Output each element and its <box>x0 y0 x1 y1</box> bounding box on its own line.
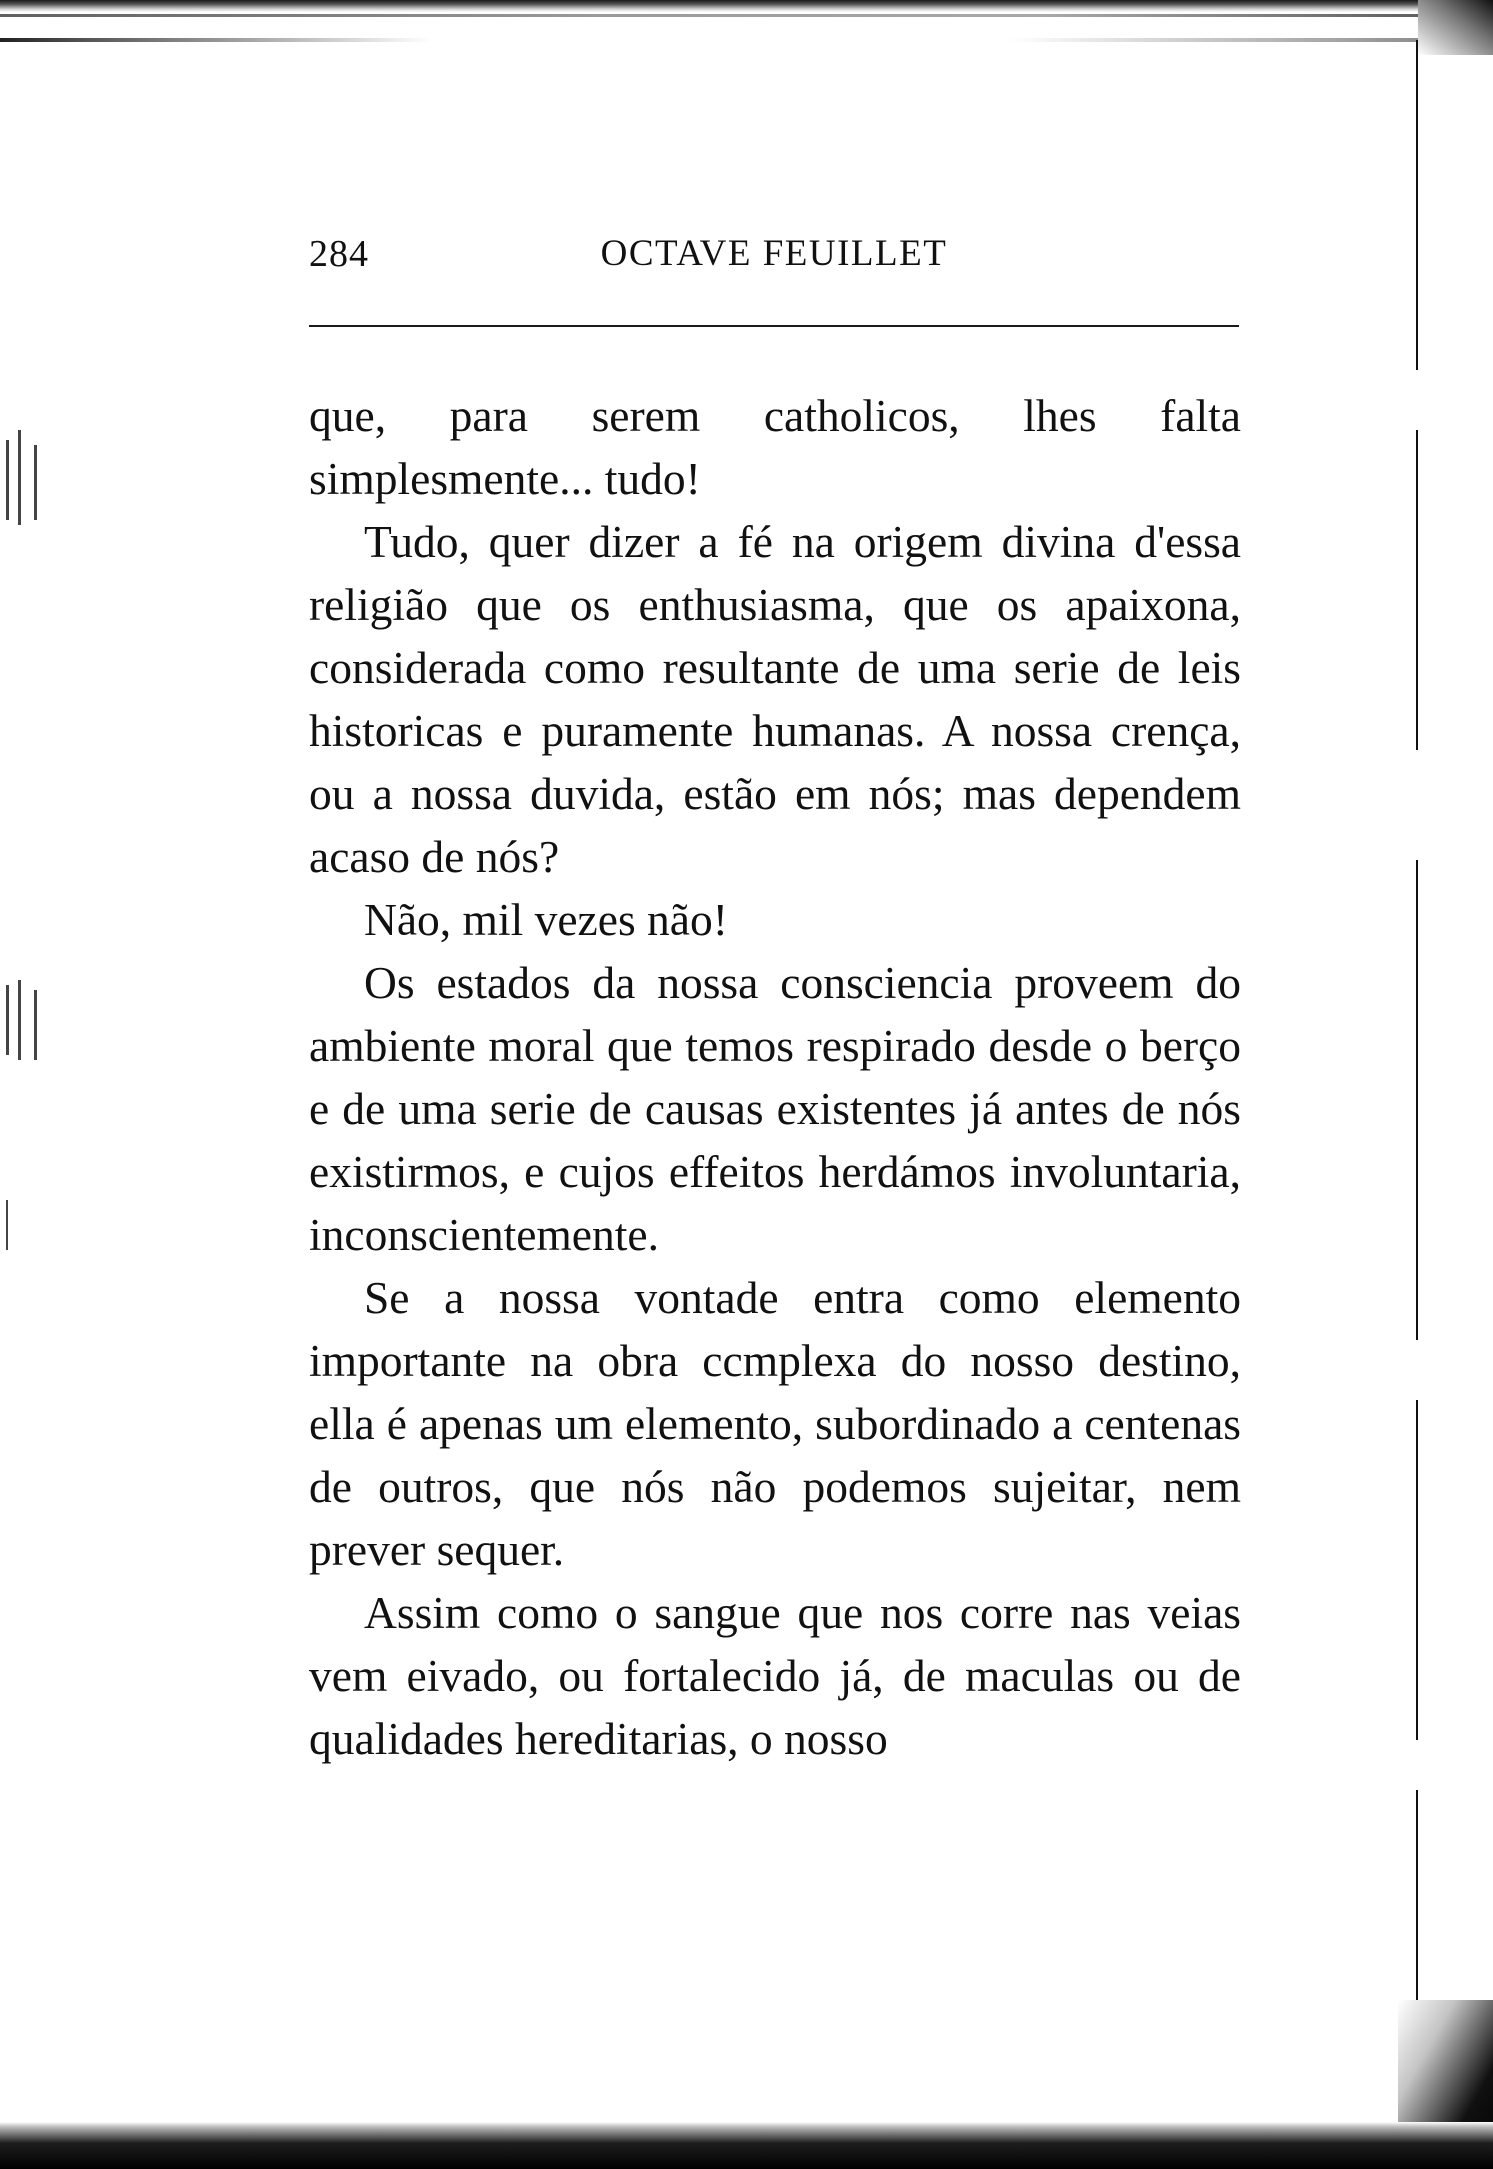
paragraph: Tudo, quer dizer a fé na origem divina d'essa religião que os enthusiasma, que os apaixona, considerada como resultante de uma serie de leis historicas e puramente humanas. A nossa crença, ou a nossa duvida, estão em nós; mas dependem acaso de nós? <box>309 516 1241 882</box>
binding-mark <box>6 985 9 1055</box>
binding-mark <box>34 990 37 1060</box>
page-right-fold-line <box>1416 40 1418 370</box>
page-left-binding-marks <box>0 0 80 2169</box>
binding-mark <box>18 430 21 525</box>
page-header <box>309 232 1239 292</box>
page-right-fold-line <box>1416 860 1418 1340</box>
binding-mark <box>6 440 9 520</box>
page-right-fold-line <box>1416 1400 1418 1740</box>
running-head: OCTAVE FEUILLET <box>600 233 948 274</box>
page-top-edge-line <box>0 14 1493 17</box>
body-text <box>309 384 1241 1770</box>
page-top-fold-shadow <box>0 38 1440 42</box>
paragraph: Não, mil vezes não! <box>364 894 728 945</box>
page-right-top-corner-shadow <box>1418 0 1493 55</box>
page-top-edge-shadow <box>0 0 1493 12</box>
paragraph: Assim como o sangue que nos corre nas veias vem eivado, ou fortalecido já, de maculas ou de qualidades hereditarias, o nosso <box>309 1587 1241 1764</box>
header-rule <box>309 325 1239 327</box>
page-number: 284 <box>309 233 369 275</box>
binding-mark <box>18 980 21 1060</box>
page-bottom-edge-shadow <box>0 2122 1493 2169</box>
binding-mark <box>34 445 37 520</box>
page-right-fold-line <box>1416 430 1418 750</box>
paragraph: que, para serem catholicos, lhes falta simplesmente... tudo! <box>309 390 1241 504</box>
page-right-edge <box>1398 0 1493 2169</box>
paragraph: Se a nossa vontade entra como elemento importante na obra ccmplexa do nosso destino, ella é apenas um elemento, subordinado a centenas de outros, que nós não podemos sujeitar, nem prever sequer. <box>309 1272 1241 1575</box>
paragraph: Os estados da nossa consciencia proveem do ambiente moral que temos respirado desde o berço e de uma serie de causas existentes já antes de nós existirmos, e cujos effeitos herdámos involuntaria, inconscientemente. <box>309 957 1241 1260</box>
binding-mark <box>6 1200 8 1250</box>
